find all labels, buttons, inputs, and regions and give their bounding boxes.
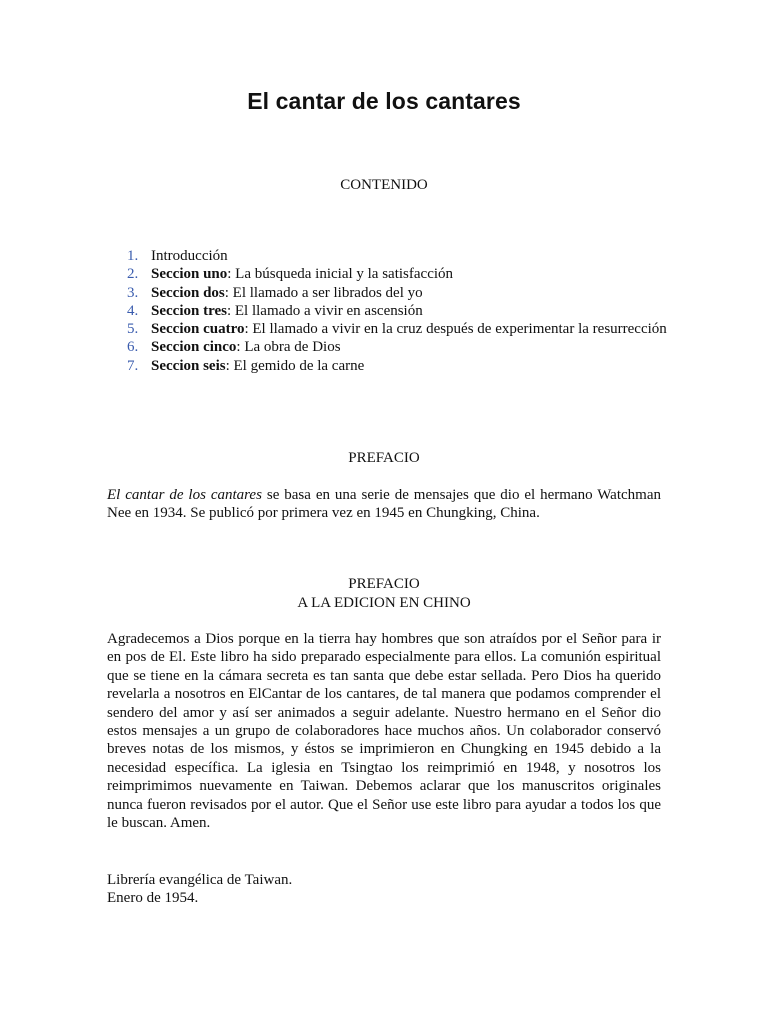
- toc-item-text: : El llamado a vivir en la cruz después de experimentar la resurrección: [244, 321, 667, 338]
- toc-item: [127, 338, 667, 356]
- preface-chinese-heading-line2: A LA EDICION EN CHINO: [297, 595, 471, 611]
- toc-item-number: 1.: [127, 248, 139, 264]
- toc-item: [127, 265, 667, 283]
- toc-item-number: 4.: [127, 302, 139, 319]
- toc-item-text: : El llamado a vivir en ascensión: [226, 302, 423, 319]
- toc-item-section: Seccion dos: [151, 284, 225, 301]
- table-of-contents: [127, 247, 667, 375]
- contents-heading: CONTENIDO: [340, 177, 428, 193]
- toc-item: [127, 357, 667, 375]
- toc-item-section: Seccion seis: [151, 357, 226, 374]
- toc-item-text: Introducción: [151, 248, 228, 264]
- toc-item-number: 5.: [127, 321, 139, 338]
- toc-item-text: : El gemido de la carne: [225, 357, 365, 374]
- toc-item-section: Seccion tres: [151, 302, 227, 319]
- preface-heading: PREFACIO: [348, 450, 420, 466]
- document-title: El cantar de los cantares: [247, 88, 521, 114]
- toc-item-text: : La obra de Dios: [236, 339, 341, 356]
- toc-item-section: Seccion uno: [151, 266, 228, 283]
- toc-item-number: 3.: [127, 284, 139, 301]
- preface-text: se basa en una serie de mensajes que dio el hermano Watchman Nee en 1934. Se publicó por primera vez en 1945 en Chungking, China.: [107, 487, 661, 522]
- toc-item: [127, 302, 667, 320]
- toc-item-section: Seccion cuatro: [151, 321, 245, 338]
- toc-item: [127, 284, 667, 302]
- toc-item-section: Seccion cinco: [151, 339, 237, 356]
- preface-book-title: El cantar de los cantares: [107, 487, 262, 503]
- toc-item-number: 6.: [127, 339, 139, 356]
- toc-item: [127, 320, 667, 338]
- signature-publisher: Librería evangélica de Taiwan.: [107, 872, 293, 888]
- toc-item-number: 7.: [127, 357, 139, 374]
- preface-paragraph: [107, 486, 661, 523]
- toc-item-text: : La búsqueda inicial y la satisfacción: [227, 266, 454, 283]
- toc-item-text: : El llamado a ser librados del yo: [224, 284, 423, 301]
- preface-chinese-paragraph: Agradecemos a Dios porque en la tierra hay hombres que son atraídos por el Señor para ir en pos de El. Este libro ha sido preparado especialmente para ellos. La comunión espiritual que se tiene en la cámara secreta es tan santa que debe estar sellada. Pero Dios ha querido revelarla a nosotros en ElCantar de los cantares, de tal manera que podamos comprender el sendero del amor y así ser animados a seguir adelante. Nuestro hermano en el Señor dio estos mensajes a un grupo de colaboradores hace muchos años. Un colaborador conservó breves notas de los mismos, y éstos se imprimieron en Chungking en 1945 debido a la necesidad específica. La iglesia en Tsingtao los reimprimió en 1948, y nosotros los reimprimimos nuevamente en Taiwan. Debemos aclarar que los manuscritos originales nunca fueron revisados por el autor. Que el Señor use este libro para ayudar a todos los que le buscan. Amen.: [107, 631, 661, 832]
- toc-item-number: 2.: [127, 266, 139, 283]
- preface-chinese-heading-line1: PREFACIO: [348, 576, 420, 592]
- toc-item: [127, 247, 667, 265]
- signature-date: Enero de 1954.: [107, 890, 199, 906]
